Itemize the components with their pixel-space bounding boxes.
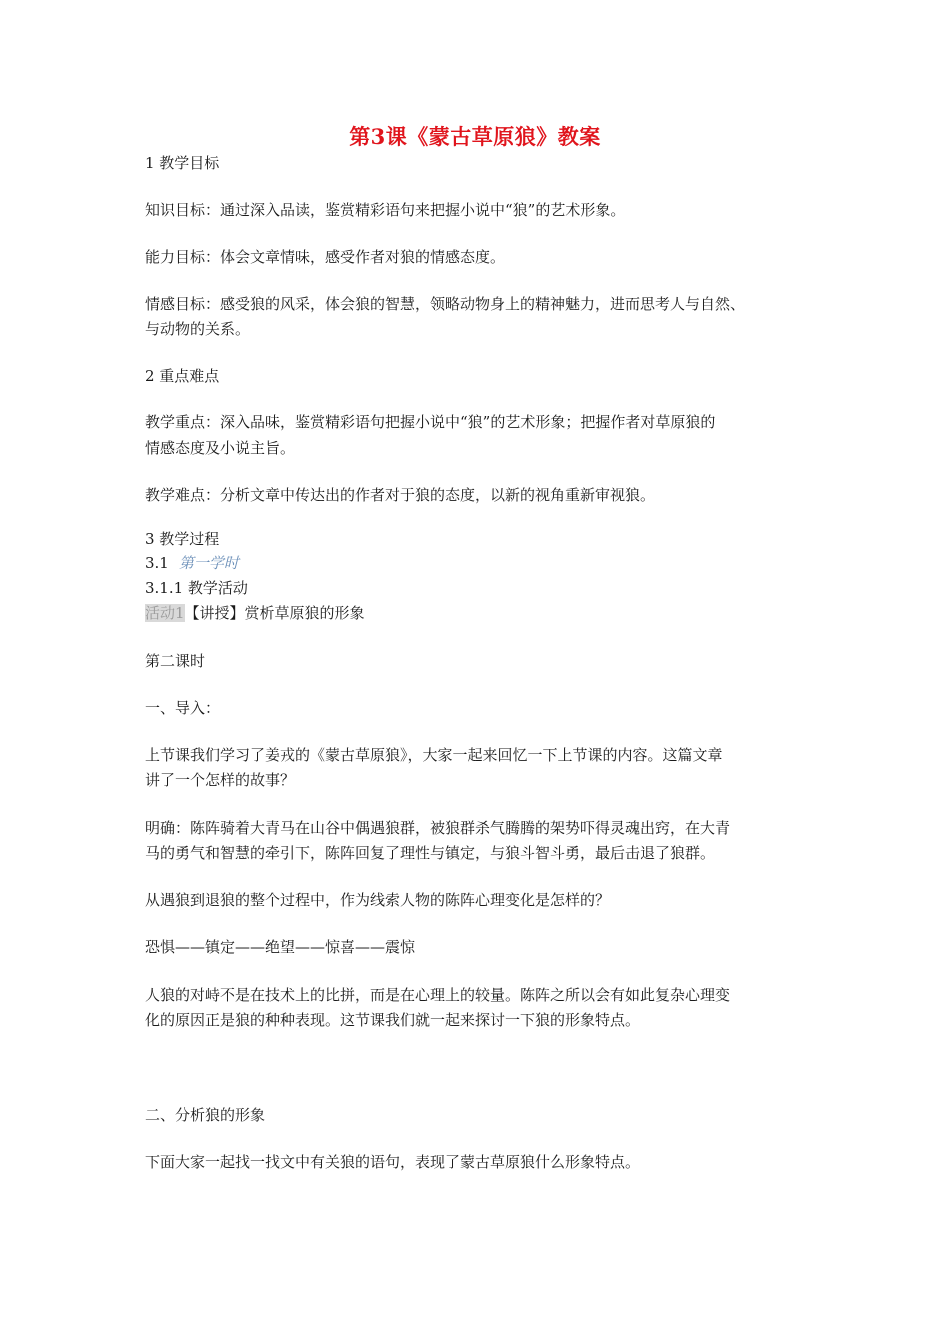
answer-line-2: 马的勇气和智慧的牵引下，陈阵回复了理性与镇定，与狼斗智斗勇，最后击退了狼群。	[145, 844, 716, 862]
intro-paragraph-line-1: 上节课我们学习了姜戎的《蒙古草原狼》，大家一起来回忆一下上节课的内容。这篇文章	[145, 746, 723, 764]
activity-line	[145, 600, 810, 626]
second-lesson: 第二课时	[145, 652, 206, 670]
analysis-heading: 二、分析狼的形象	[145, 1106, 266, 1124]
question-2: 从遇狼到退狼的整个过程中，作为线索人物的陈阵心理变化是怎样的？	[145, 891, 611, 909]
knowledge-goal: 知识目标：通过深入品读，鉴赏精彩语句来把握小说中“狼”的艺术形象。	[145, 201, 626, 219]
confront-line-2: 化的原因正是狼的种种表现。这节课我们就一起来探讨一下狼的形象特点。	[145, 1011, 641, 1029]
page-title: 第3课《蒙古草原狼》教案	[349, 124, 601, 149]
emotion-goal-line-1: 情感目标：感受狼的风采，体会狼的智慧，领略动物身上的精神魅力，进而思考人与自然、	[145, 295, 746, 313]
difficulty: 教学难点：分析文章中传达出的作者对于狼的态度，以新的视角重新审视狼。	[145, 486, 656, 504]
emotion-chain: 恐惧——镇定——绝望——惊喜——震惊	[145, 938, 416, 956]
activity-tag: 活动1	[145, 604, 185, 622]
emotion-goal-line-2: 与动物的关系。	[145, 320, 251, 338]
intro-paragraph-line-2: 讲了一个怎样的故事？	[145, 771, 296, 789]
answer-line-1: 明确：陈阵骑着大青马在山谷中偶遇狼群，被狼群杀气腾腾的架势吓得灵魂出窍，在大青	[145, 819, 731, 837]
key-point-line-2: 情感态度及小说主旨。	[145, 439, 296, 457]
confront-line-1: 人狼的对峙不是在技术上的比拼，而是在心理上的较量。陈阵之所以会有如此复杂心理变	[145, 986, 731, 1004]
key-point-line-1: 教学重点：深入品味，鉴赏精彩语句把握小说中“狼”的艺术形象；把握作者对草原狼的	[145, 413, 716, 431]
section-1-heading: 1 教学目标	[145, 154, 220, 172]
ability-goal: 能力目标：体会文章情味，感受作者对狼的情感态度。	[145, 248, 506, 266]
intro-heading: 一、导入：	[145, 699, 221, 717]
activity-title: 【讲授】赏析草原狼的形象	[184, 604, 365, 622]
section-2-heading: 2 重点难点	[145, 367, 220, 385]
analysis-paragraph: 下面大家一起找一找文中有关狼的语句，表现了蒙古草原狼什么形象特点。	[145, 1153, 641, 1171]
section-3-heading: 3 教学过程	[145, 530, 220, 548]
section-3-1-1-heading: 3.1.1 教学活动	[145, 579, 248, 597]
section-3-1-title: 第一学时	[178, 554, 239, 572]
section-3-1	[145, 550, 810, 576]
section-3-1-number: 3.1	[145, 554, 169, 572]
